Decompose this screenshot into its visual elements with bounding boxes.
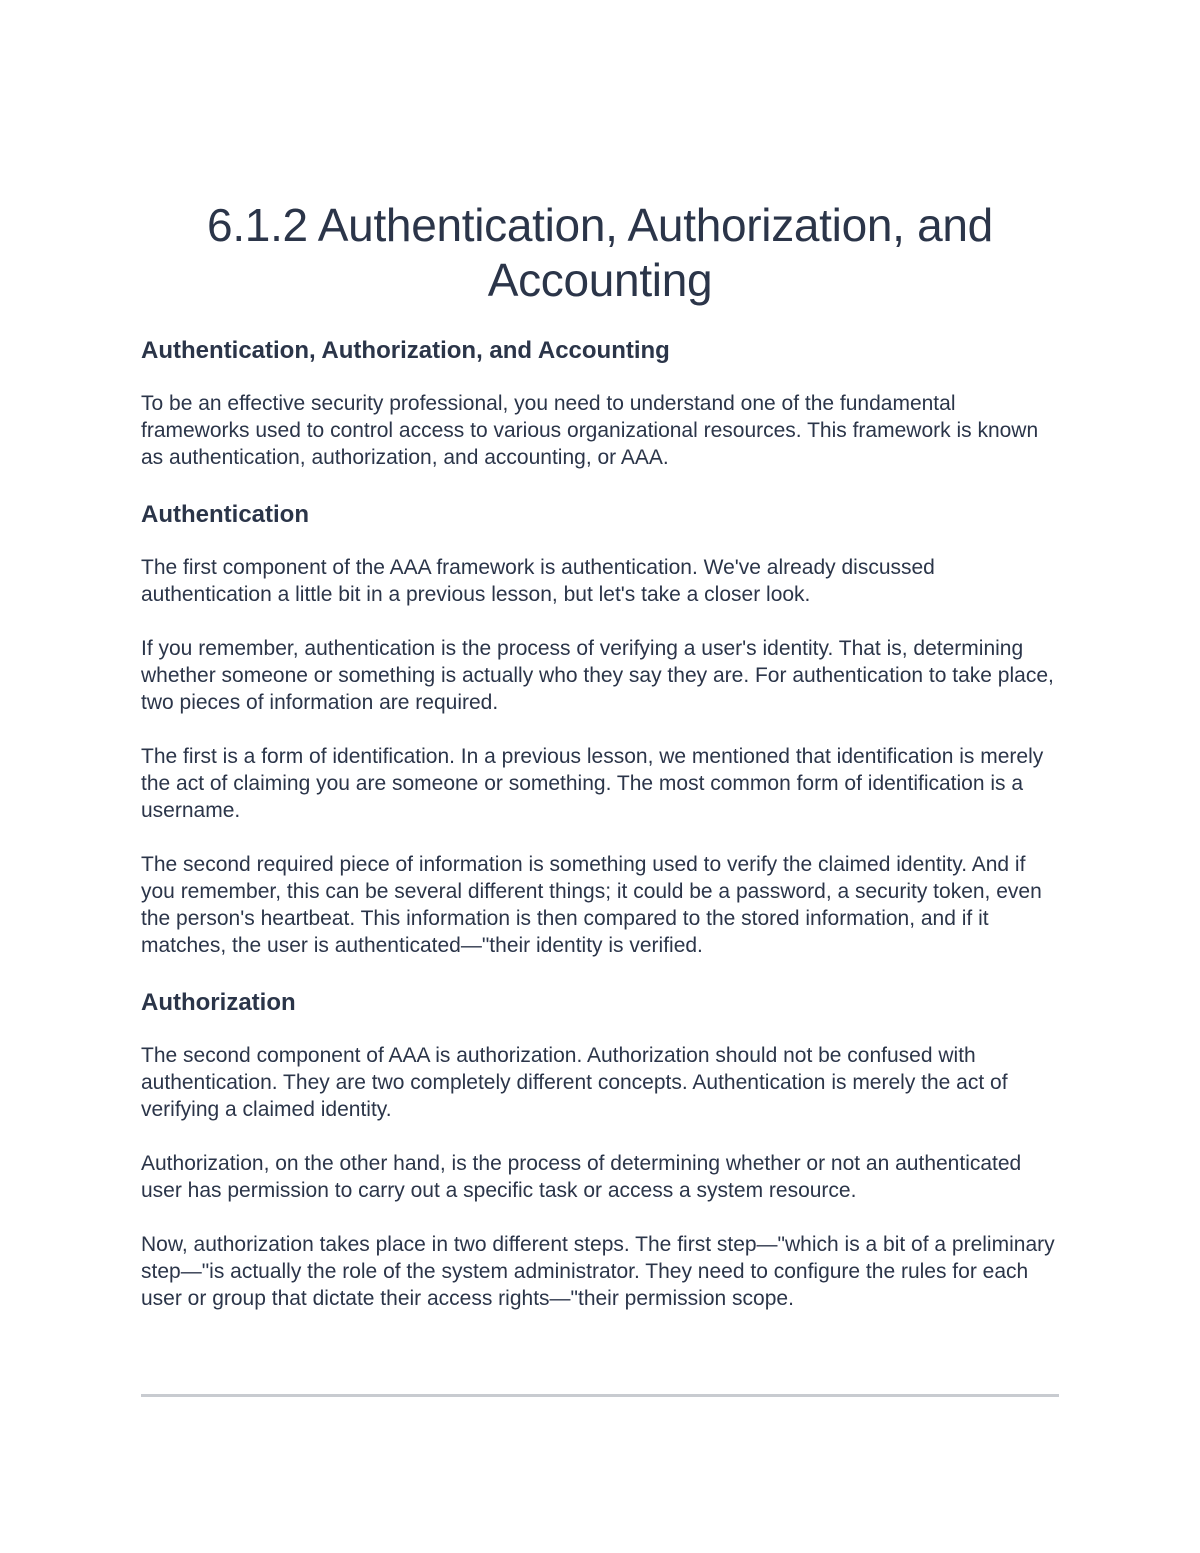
section-heading-aaa: Authentication, Authorization, and Accounting [141,337,670,364]
page-title: 6.1.2 Authentication, Authorization, and Accounting [207,199,993,306]
document-content [141,198,1059,1312]
section-heading-authentication: Authentication [141,501,309,528]
authorization-paragraph-2: Authorization, on the other hand, is the process of determining whether or not an authenticated user has permission to carry out a specific task or access a system resource. [141,1152,1022,1202]
section-heading-authorization: Authorization [141,989,296,1016]
authentication-paragraph-3: The first is a form of identification. In a previous lesson, we mentioned that identification is merely the act of claiming you are someone or something. The most common form of identification is a username. [141,745,1044,822]
page-divider [141,1394,1059,1397]
authentication-paragraph-1: The first component of the AAA framework is authentication. We've already discussed authentication a little bit in a previous lesson, but let's take a closer look. [141,556,935,606]
authorization-paragraph-1: The second component of AAA is authorization. Authorization should not be confused with authentication. They are two completely different concepts. Authentication is merely the act of verifying a claimed identity. [141,1044,1008,1121]
authentication-paragraph-2: If you remember, authentication is the process of verifying a user's identity. That is, determining whether someone or something is actually who they say they are. For authentication to take place, two pieces of information are required. [141,637,1054,714]
authentication-paragraph-4: The second required piece of information is something used to verify the claimed identity. And if you remember, this can be several different things; it could be a password, a security token, even the person's heartbeat. This information is then compared to the stored information, and if it matches, the user is authenticated—"their identity is verified. [141,853,1042,957]
authorization-paragraph-3: Now, authorization takes place in two different steps. The first step—"which is a bit of a preliminary step—"is actually the role of the system administrator. They need to configure the rules for each user or group that dictate their access rights—"their permission scope. [141,1233,1055,1310]
intro-paragraph: To be an effective security professional, you need to understand one of the fundamental frameworks used to control access to various organizational resources. This framework is known as authentication, authorization, and accounting, or AAA. [141,392,1039,469]
